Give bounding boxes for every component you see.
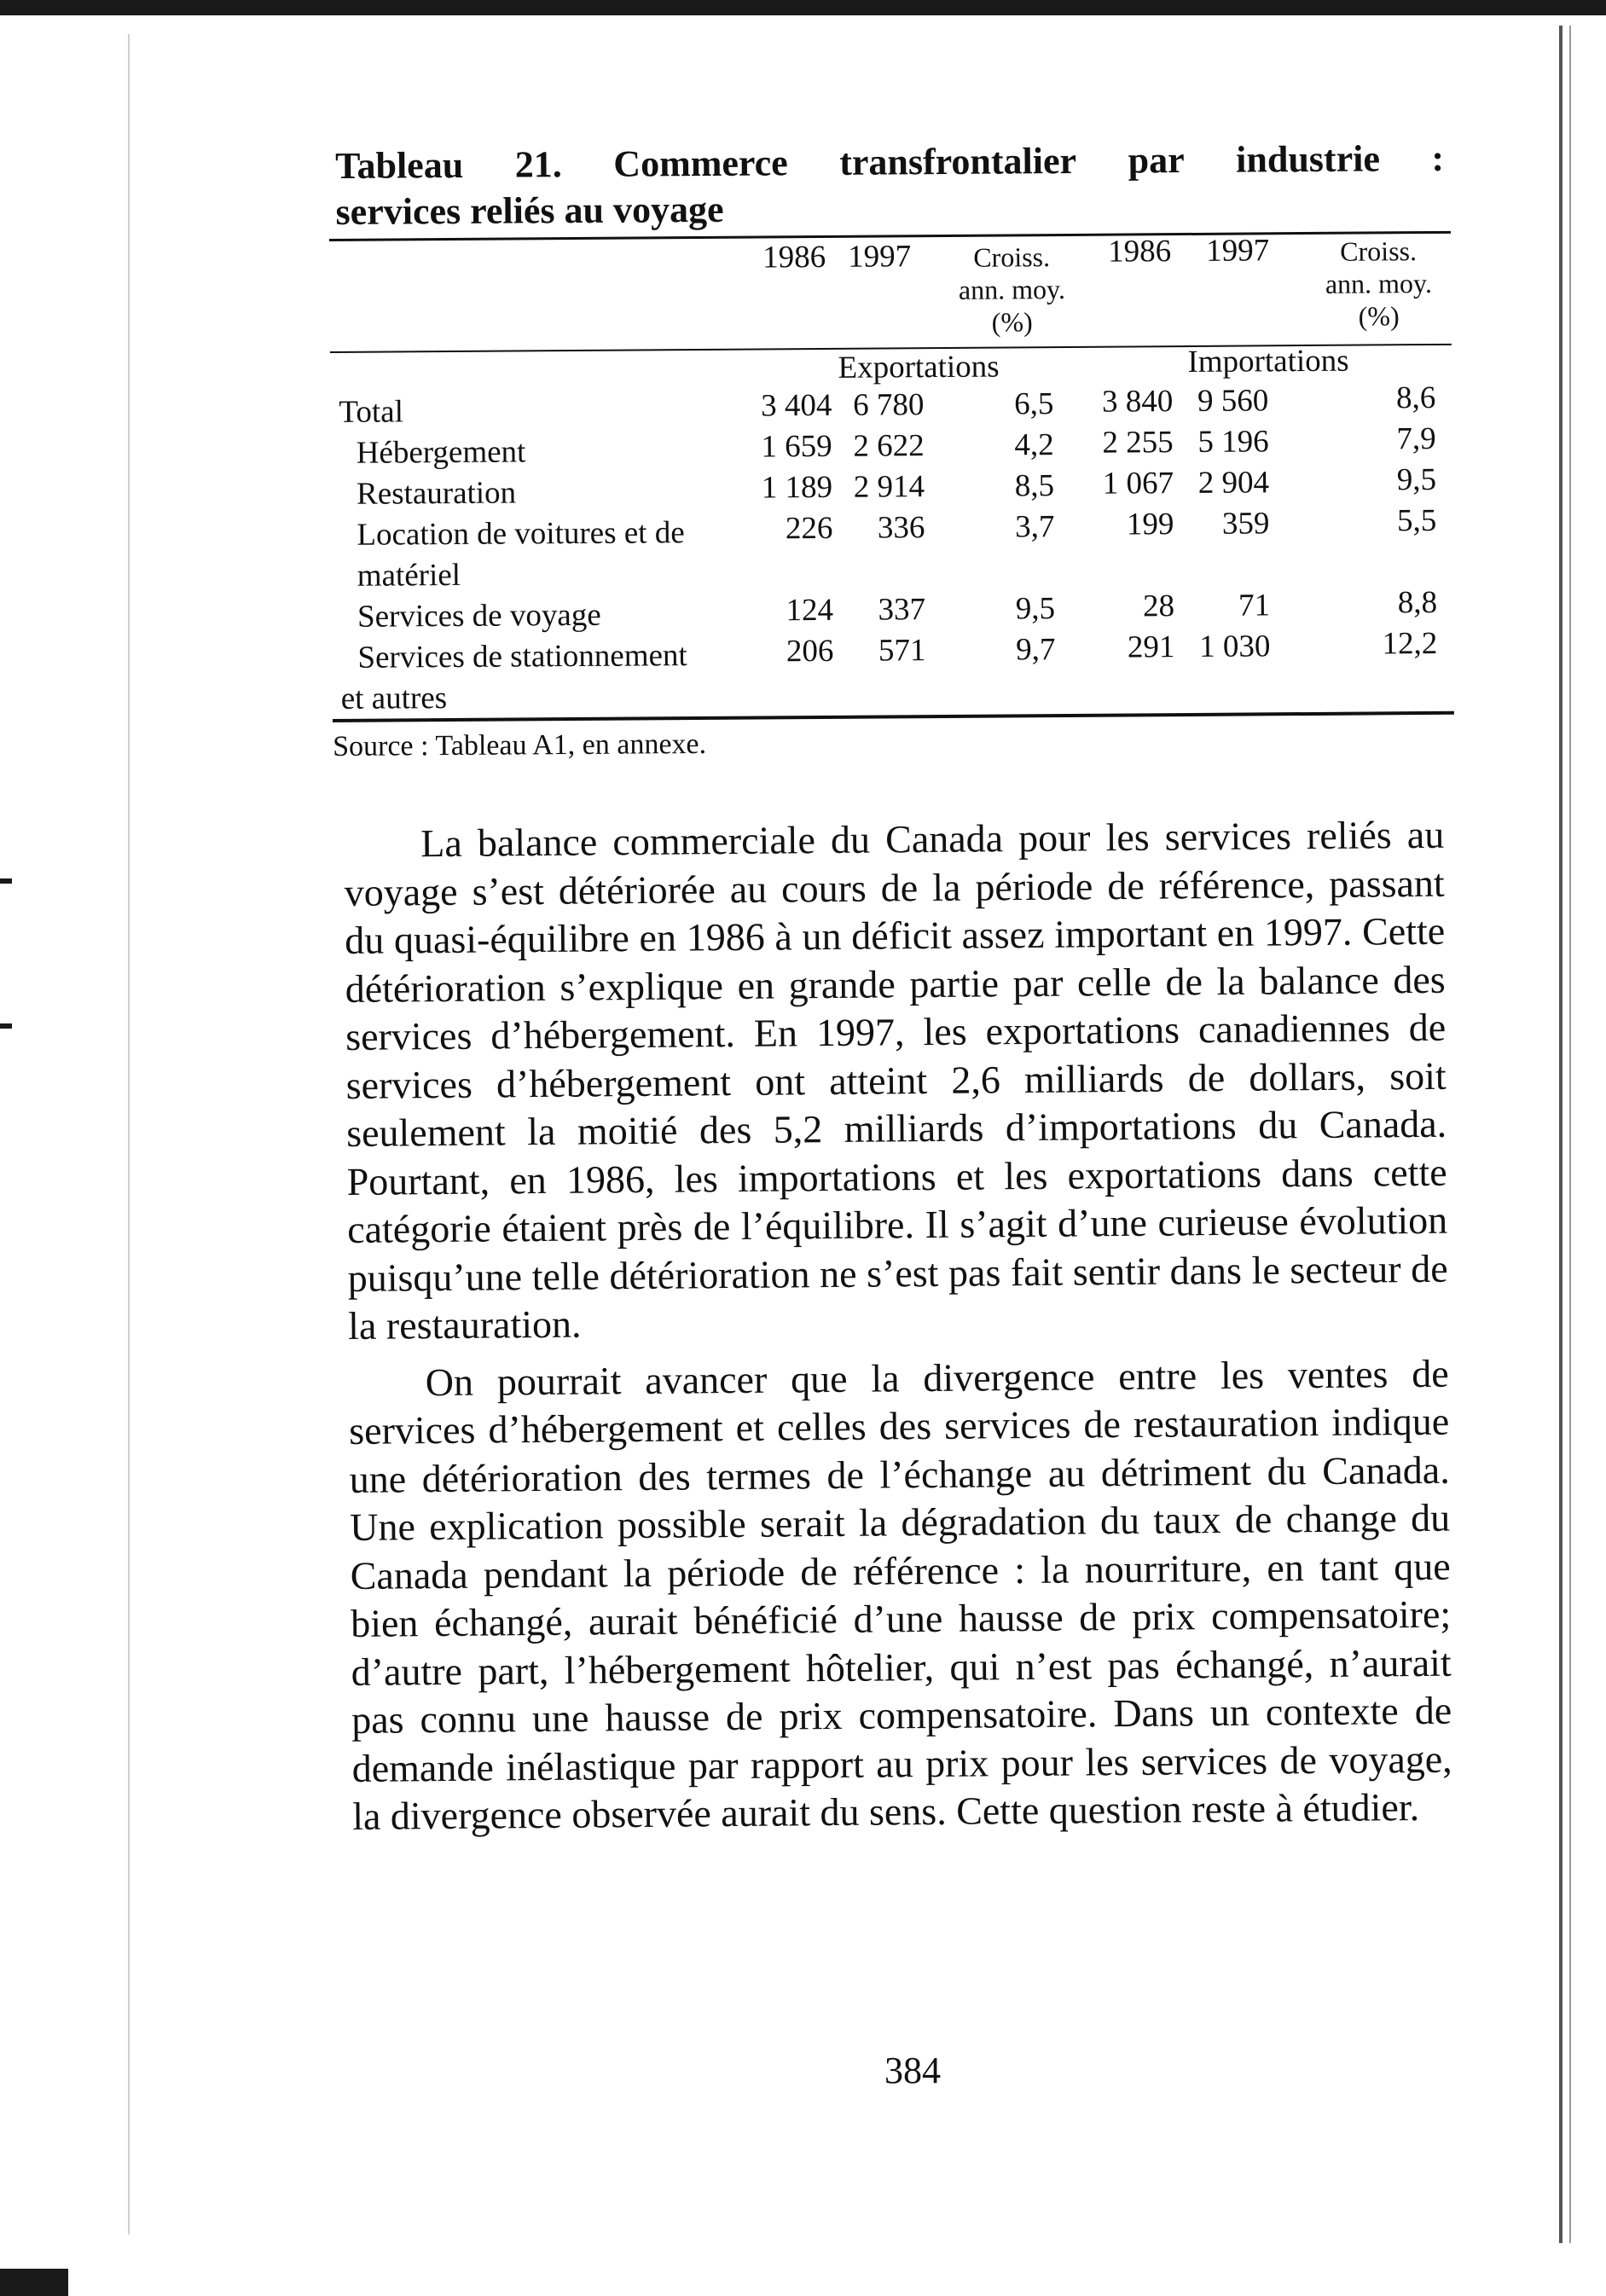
header-exports-growth-l3: (%) (991, 306, 1033, 338)
cell-exports-1997: 336 (877, 510, 925, 546)
header-imports-1997: 1997 (1205, 233, 1270, 269)
title-word: : (1431, 136, 1445, 180)
table-source-note: Source : Tableau A1, en annexe. (333, 728, 707, 762)
header-exports-1986: 1986 (762, 239, 826, 275)
cell-imports-growth: 8,8 (1397, 584, 1438, 621)
cell-exports-growth: 9,5 (1015, 591, 1056, 627)
header-imports-growth-l1: Croiss. (1340, 235, 1418, 267)
scan-top-border (0, 0, 1606, 15)
cell-imports-1986: 1 067 (1102, 466, 1174, 502)
row-label-continued: et autres (340, 681, 448, 716)
scan-left-edge (128, 34, 130, 2235)
cell-imports-1986: 291 (1127, 629, 1175, 665)
cell-exports-1997: 6 780 (852, 387, 925, 423)
cell-exports-1997: 337 (878, 592, 926, 628)
title-word: Tableau (335, 143, 464, 187)
row-label: Restauration (356, 475, 517, 512)
cell-exports-1986: 1 659 (761, 428, 832, 465)
cell-imports-growth: 5,5 (1396, 502, 1437, 539)
cell-exports-growth: 8,5 (1014, 468, 1055, 504)
scan-bottom-corner (0, 2269, 68, 2296)
cell-exports-1986: 3 404 (760, 387, 832, 424)
body-text (344, 811, 1452, 1850)
row-label: Total (339, 394, 404, 430)
title-word: 21. (514, 143, 562, 186)
cell-exports-1997: 2 622 (853, 428, 925, 464)
header-exports-1997: 1997 (848, 239, 912, 275)
row-label: Hébergement (356, 434, 526, 471)
title-word: Commerce (613, 142, 788, 185)
cell-imports-1997: 71 (1238, 588, 1271, 623)
cell-exports-1986: 226 (785, 510, 833, 547)
title-word: par (1128, 139, 1185, 182)
cell-imports-1997: 1 030 (1198, 629, 1271, 664)
cell-imports-growth: 8,6 (1395, 380, 1436, 416)
group-imports: Importations (1187, 343, 1349, 380)
cell-imports-1986: 199 (1126, 507, 1174, 542)
cell-exports-1986: 1 189 (761, 469, 833, 506)
row-label-continued: matériel (357, 557, 461, 594)
cell-exports-1997: 2 914 (853, 469, 925, 505)
cell-imports-1997: 2 904 (1197, 465, 1270, 501)
page-number: 384 (884, 2050, 941, 2091)
group-exports: Exportations (838, 349, 1000, 386)
cell-imports-1986: 3 840 (1101, 384, 1174, 420)
scan-left-mark (0, 878, 12, 884)
scan-right-edge (1559, 26, 1563, 2243)
title-word: industrie (1236, 137, 1381, 181)
table-title (335, 136, 1445, 235)
cell-imports-1997: 359 (1221, 506, 1270, 542)
header-imports-growth-l3: (%) (1358, 300, 1400, 332)
cell-imports-1997: 9 560 (1197, 383, 1269, 419)
scan-left-mark-lower (0, 1023, 12, 1029)
cell-exports-growth: 3,7 (1014, 509, 1055, 545)
cell-imports-growth: 12,2 (1382, 625, 1438, 662)
cell-exports-growth: 6,5 (1013, 386, 1054, 422)
header-exports-growth-l2: ann. moy. (958, 273, 1066, 305)
row-label: Services de voyage (357, 597, 601, 635)
paragraph: On pourrait avancer que la divergence entre les ventes de services d’hébergement et celles des services de restauration indique une détérioration des termes de l’échange au détriment du Canada. Une explication possible serait la dégradation du taux de change du Canada pendant la période de référence : la nourriture, en tant que bien échangé, aurait bénéficié d’une hausse de prix compensatoire; d’autre part, l’hébergement hôtelier, qui n’est pas échangé, n’aurait pas connu une hausse de prix compensatoire. Dans un contexte de demande inélastique par rapport au prix pour les services de voyage, la divergence observée aurait du sens. Cette question reste à étudier. (349, 1351, 1452, 1838)
table-title-line1 (335, 136, 1444, 189)
title-word: transfrontalier (839, 139, 1077, 183)
row-label: Location de voitures et de (357, 515, 685, 553)
row-label: Services de stationnement (357, 638, 687, 675)
cell-exports-1986: 206 (786, 633, 834, 670)
cell-imports-growth: 9,5 (1396, 461, 1437, 498)
cell-exports-1986: 124 (786, 592, 834, 629)
table-title-line2: services reliés au voyage (335, 188, 724, 233)
cell-imports-1997: 5 196 (1197, 424, 1269, 460)
cell-exports-1997: 571 (878, 633, 926, 669)
header-imports-1986: 1986 (1107, 234, 1172, 270)
header-exports-growth-l1: Croiss. (973, 241, 1051, 273)
paragraph: La balance commerciale du Canada pour les services reliés au voyage s’est détériorée au cours de la période de référence, passant du quasi-équilibre en 1986 à un déficit assez important en 1997. Cette détérioration s’explique en grande partie par celle de la balance des services d’hébergement. En 1997, les exportations canadiennes de services d’hébergement ont atteint 2,6 milliards de dollars, soit seulement la moitié des 5,2 milliards d’importations du Canada. Pourtant, en 1986, les importations et les exportations dans cette catégorie étaient près de l’équilibre. Il s’agit d’une curieuse évolution puisqu’une telle détérioration ne s’est pas fait sentir dans le secteur de la restauration. (344, 812, 1448, 1348)
cell-imports-1986: 2 255 (1102, 425, 1174, 461)
cell-exports-growth: 4,2 (1014, 427, 1054, 463)
cell-exports-growth: 9,7 (1015, 632, 1056, 668)
header-imports-growth-l2: ann. moy. (1325, 267, 1433, 299)
scan-right-edge-inner (1569, 26, 1571, 2243)
table-bottom-rule (333, 711, 1454, 722)
cell-imports-growth: 7,9 (1396, 420, 1436, 457)
cell-imports-1986: 28 (1142, 588, 1175, 624)
